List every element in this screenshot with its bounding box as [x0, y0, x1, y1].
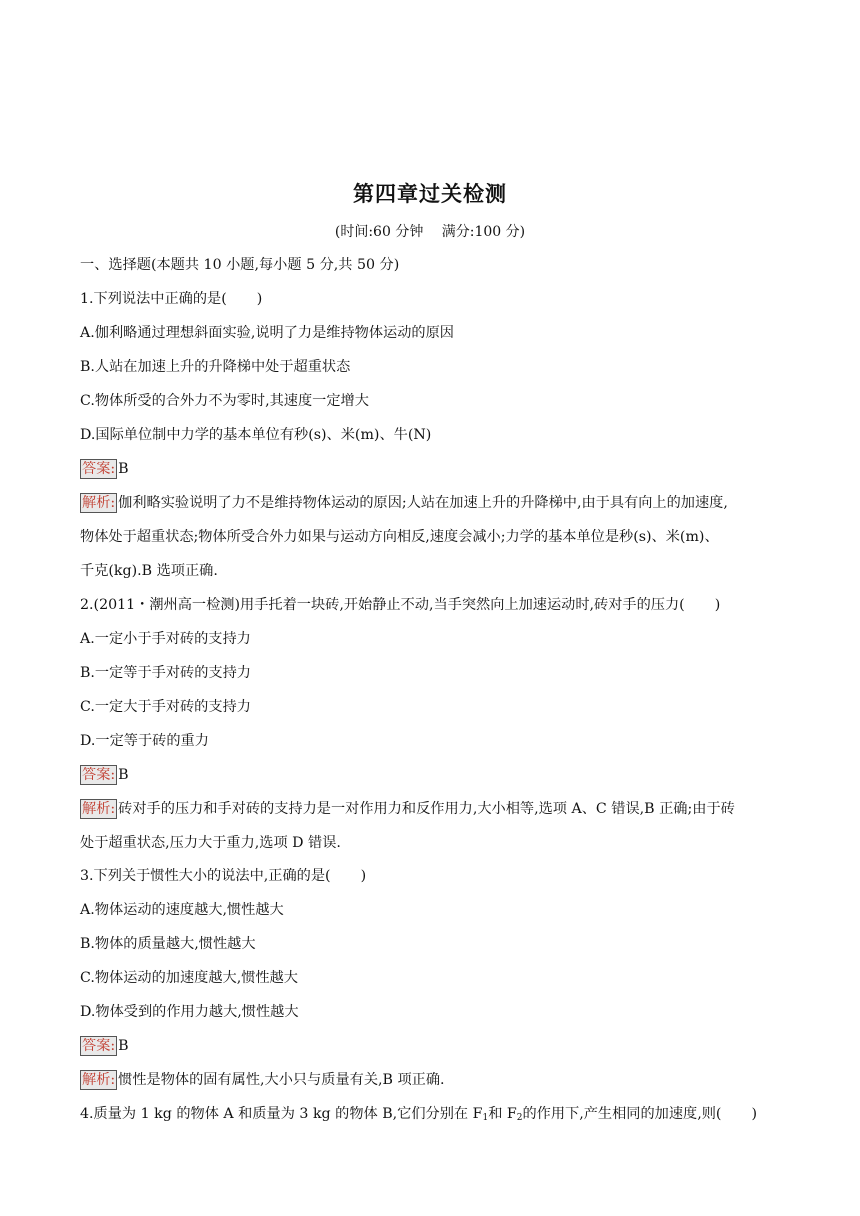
- question-2-option-d: D.一定等于砖的重力: [80, 733, 209, 749]
- analysis-text: 惯性是物体的固有属性,大小只与质量有关,B 项正确.: [118, 1072, 445, 1088]
- question-3-close: ): [360, 868, 367, 884]
- subscript-2: 2: [516, 1113, 523, 1123]
- question-1-analysis-line-2: 物体处于超重状态;物体所受合外力如果与运动方向相反,速度会减小;力学的基本单位是秒(s)、米(m)、: [80, 529, 719, 545]
- question-2-answer: [80, 765, 800, 785]
- analysis-text: 伽利略实验说明了力不是维持物体运动的原因;人站在加速上升的升降梯中,由于具有向上的加速度,: [118, 495, 728, 511]
- question-3-text: 3.下列关于惯性大小的说法中,正确的是(: [80, 868, 331, 884]
- question-4-text-b: 和 F: [488, 1106, 517, 1122]
- section-heading: 一、选择题(本题共 10 小题,每小题 5 分,共 50 分): [80, 257, 400, 273]
- question-3-option-a: A.物体运动的速度越大,惯性越大: [80, 902, 284, 918]
- analysis-tag: 解析:: [82, 1072, 116, 1088]
- answer-tag: 答案:: [82, 461, 116, 477]
- analysis-tag: 解析:: [82, 801, 116, 817]
- question-1-option-c: C.物体所受的合外力不为零时,其速度一定增大: [80, 393, 369, 409]
- question-4-stem: [80, 1104, 800, 1128]
- question-3-stem: [80, 866, 800, 886]
- analysis-text: 砖对手的压力和手对砖的支持力是一对作用力和反作用力,大小相等,选项 A、C 错误,B 正确;由于砖: [118, 801, 735, 817]
- question-2-option-a: A.一定小于手对砖的支持力: [80, 631, 251, 647]
- page-title: 第四章过关检测: [353, 182, 507, 206]
- answer-value: B: [118, 461, 129, 477]
- question-3-option-b: B.物体的质量越大,惯性越大: [80, 936, 256, 952]
- question-1-text: 1.下列说法中正确的是(: [80, 291, 227, 307]
- answer-tag: 答案:: [82, 1038, 116, 1054]
- question-2-option-c: C.一定大于手对砖的支持力: [80, 699, 251, 715]
- exam-info: (时间:60 分钟 满分:100 分): [334, 224, 526, 240]
- question-1-analysis-line-3: 千克(kg).B 选项正确.: [80, 563, 218, 579]
- question-4-text-c: 的作用下,产生相同的加速度,则(: [522, 1106, 722, 1122]
- question-1-analysis: [80, 493, 800, 513]
- question-1-option-a: A.伽利略通过理想斜面实验,说明了力是维持物体运动的原因: [80, 325, 454, 341]
- question-2-close: ): [714, 597, 721, 613]
- question-2-option-b: B.一定等于手对砖的支持力: [80, 665, 251, 681]
- question-3-option-d: D.物体受到的作用力越大,惯性越大: [80, 1004, 299, 1020]
- question-3-answer: [80, 1036, 800, 1056]
- question-3-analysis: [80, 1070, 800, 1090]
- question-1-answer: [80, 459, 800, 479]
- question-3-option-c: C.物体运动的加速度越大,惯性越大: [80, 970, 298, 986]
- question-2-analysis-line-2: 处于超重状态,压力大于重力,选项 D 错误.: [80, 835, 341, 851]
- question-4-close: ): [751, 1106, 758, 1122]
- question-1-option-d: D.国际单位制中力学的基本单位有秒(s)、米(m)、牛(N): [80, 427, 432, 443]
- question-2-stem: [80, 595, 800, 615]
- question-2-text: 2.(2011・潮州高一检测)用手托着一块砖,开始静止不动,当手突然向上加速运动时,砖对手的压力(: [80, 597, 685, 613]
- answer-value: B: [118, 767, 129, 783]
- answer-tag: 答案:: [82, 767, 116, 783]
- question-2-analysis: [80, 799, 800, 819]
- question-1-stem: [80, 289, 800, 309]
- answer-value: B: [118, 1038, 129, 1054]
- question-1-option-b: B.人站在加速上升的升降梯中处于超重状态: [80, 359, 351, 375]
- subscript-1: 1: [482, 1113, 489, 1123]
- question-4-text-a: 4.质量为 1 kg 的物体 A 和质量为 3 kg 的物体 B,它们分别在 F: [80, 1106, 483, 1122]
- analysis-tag: 解析:: [82, 495, 116, 511]
- question-1-close: ): [256, 291, 263, 307]
